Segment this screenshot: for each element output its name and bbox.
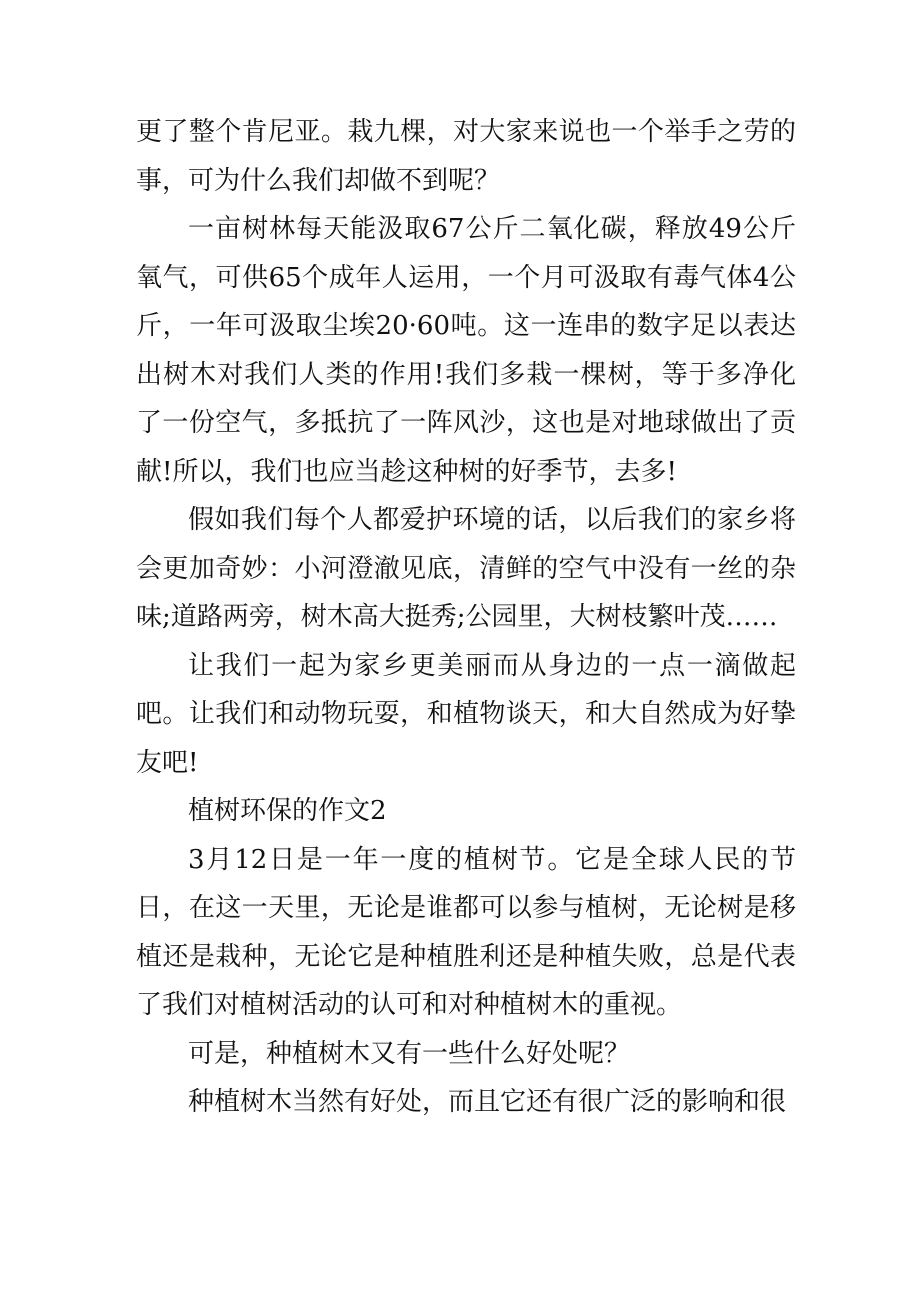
paragraph-6: 3月12日是一年一度的植树节。它是全球人民的节日，在这一天里，无论是谁都可以参与植树，无论树是移植还是栽种，无论它是种植胜利还是种植失败，总是代表了我们对植树活动的认可和对种植树木的重视。 xyxy=(136,844,796,1020)
paragraph-2: 一亩树林每天能汲取67公斤二氧化碳，释放49公斤氧气，可供65个成年人运用，一个月可汲取有毒气体4公斤，一年可汲取尘埃20·60吨。这一连串的数字足以表达出树木对我们人类的作用!我们多栽一棵树，等于多净化了一份空气，多抵抗了一阵风沙，这也是对地球做出了贡献!所以，我们也应当趁这种树的好季节，去多! xyxy=(136,214,796,487)
paragraph-3: 假如我们每个人都爱护环境的话，以后我们的家乡将会更加奇妙：小河澄澈见底，清鲜的空气中没有一丝的杂味;道路两旁，树木高大挺秀;公园里，大树枝繁叶茂…… xyxy=(136,505,796,632)
document-body xyxy=(136,108,796,1127)
paragraph-1: 更了整个肯尼亚。栽九棵，对大家来说也一个举手之劳的事，可为什么我们却做不到呢？ xyxy=(136,117,796,196)
paragraph-4: 让我们一起为家乡更美丽而从身边的一点一滴做起吧。让我们和动物玩耍，和植物谈天，和大自然成为好挚友吧! xyxy=(136,650,796,778)
section-heading: 植树环保的作文2 xyxy=(188,796,387,826)
paragraph-8: 种植树木当然有好处，而且它还有很广泛的影响和很 xyxy=(188,1087,787,1117)
paragraph-7: 可是，种植树木又有一些什么好处呢？ xyxy=(188,1038,631,1069)
